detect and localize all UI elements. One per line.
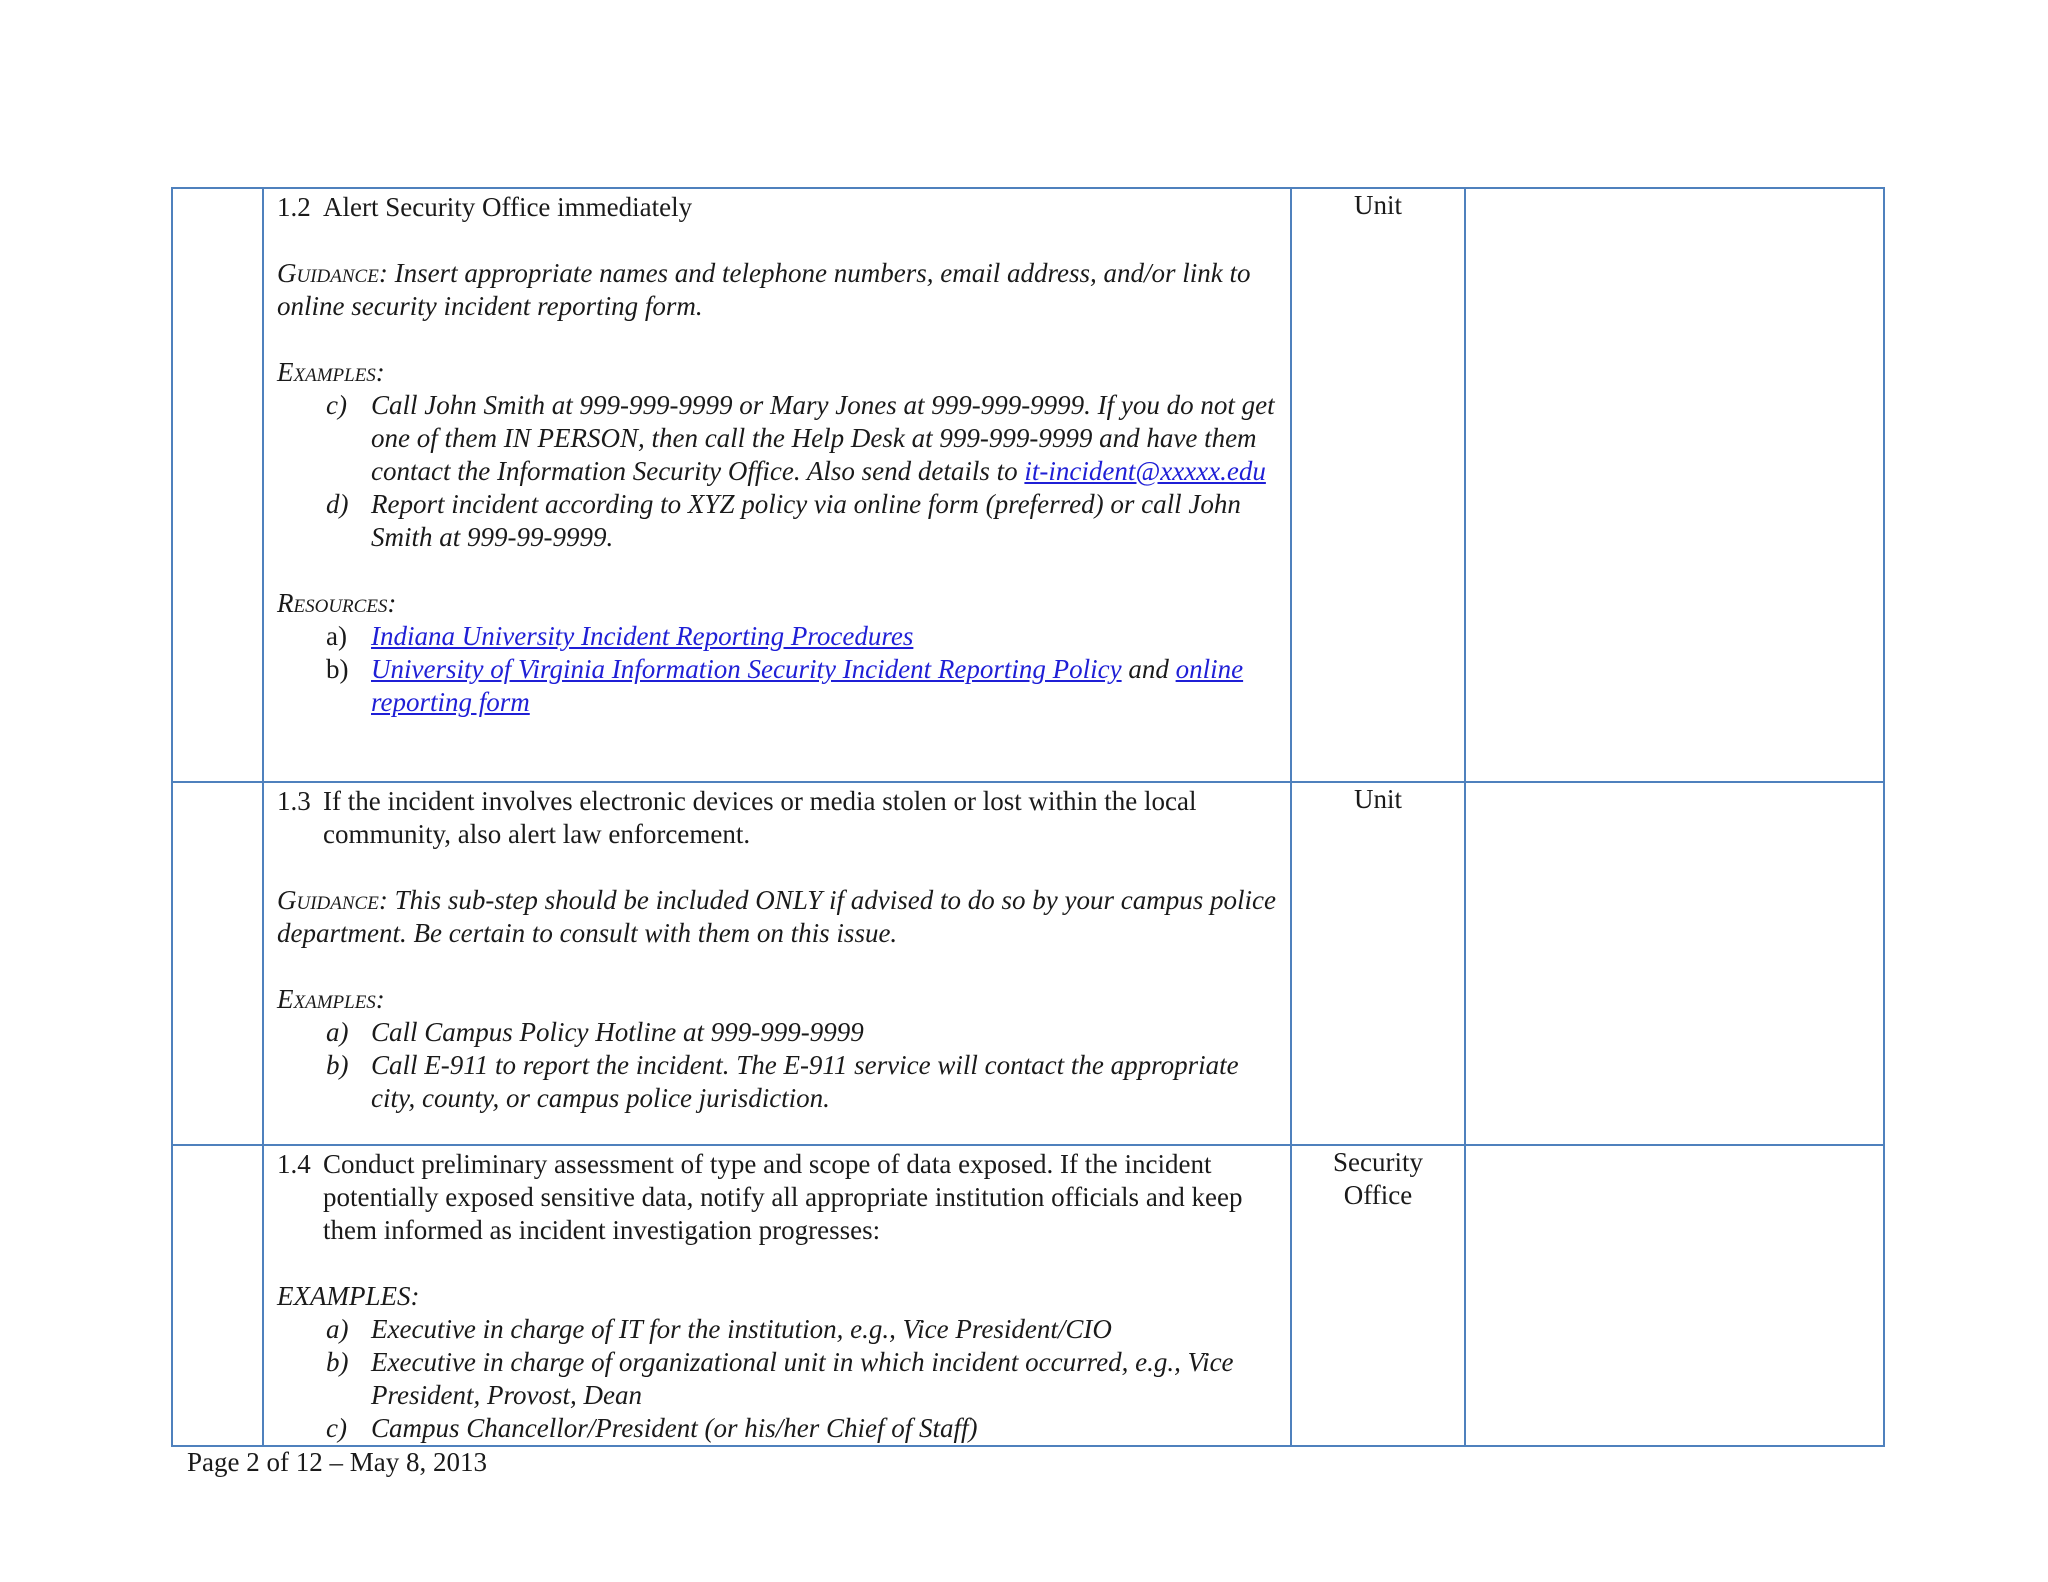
list-marker: c) — [326, 390, 347, 420]
list-item-text: Call Campus Policy Hotline at 999-999-9999 — [371, 1017, 864, 1047]
responsible-party-line1: Security — [1333, 1147, 1423, 1177]
list-item-text: Call E-911 to report the incident. The E-911 service will contact the appropriate city, county, or campus police jurisdiction. — [371, 1050, 1239, 1113]
examples-list — [277, 1016, 1276, 1115]
list-item — [277, 653, 1276, 719]
phase-cell — [172, 782, 263, 1145]
list-item — [277, 1412, 1276, 1445]
table-row — [172, 782, 1884, 1145]
examples-label: Examples: — [277, 984, 385, 1014]
connector-text: and — [1121, 654, 1176, 684]
virginia-policy-link[interactable]: University of Virginia Information Security Incident Reporting Policy — [371, 654, 1122, 684]
list-item-text: Report incident according to XYZ policy via online form (preferred) or call John Smith at 999-99-9999. — [371, 489, 1241, 552]
resources-label: Resources: — [277, 588, 397, 618]
list-item — [277, 1346, 1276, 1412]
step-text: If the incident involves electronic devices or media stolen or lost within the local community, also alert law enforcement. — [323, 786, 1197, 849]
guidance-text: This sub-step should be included ONLY if advised to do so by your campus police department. Be certain to consult with them on this issue. — [277, 885, 1276, 948]
examples-list — [277, 1313, 1276, 1445]
list-marker: b) — [326, 1347, 349, 1377]
indiana-procedures-link[interactable]: Indiana University Incident Reporting Procedures — [371, 621, 914, 651]
list-item — [277, 1313, 1276, 1346]
step-number: 1.2 — [277, 192, 311, 222]
step-text: Alert Security Office immediately — [323, 192, 693, 222]
phase-cell — [172, 188, 263, 782]
guidance-block — [277, 884, 1276, 950]
responsible-cell — [1291, 782, 1465, 1145]
action-cell — [263, 188, 1291, 782]
action-cell — [263, 1145, 1291, 1446]
examples-label: Examples: — [277, 357, 385, 387]
table-row — [172, 1145, 1884, 1446]
list-marker: a) — [326, 1314, 349, 1344]
step-heading — [277, 1148, 1276, 1247]
notes-cell — [1465, 782, 1884, 1145]
list-item — [277, 389, 1276, 488]
list-item-text: Executive in charge of organizational unit in which incident occurred, e.g., Vice President, Provost, Dean — [371, 1347, 1234, 1410]
responsible-cell — [1291, 1145, 1465, 1446]
guidance-text: Insert appropriate names and telephone numbers, email address, and/or link to online security incident reporting form. — [277, 258, 1251, 321]
procedure-table — [171, 187, 1885, 1447]
list-marker: b) — [326, 1050, 349, 1080]
examples-list — [277, 389, 1276, 554]
action-cell — [263, 782, 1291, 1145]
notes-cell — [1465, 188, 1884, 782]
list-item — [277, 1016, 1276, 1049]
resources-list — [277, 620, 1276, 719]
page-footer: Page 2 of 12 – May 8, 2013 — [187, 1447, 487, 1477]
responsible-cell — [1291, 188, 1465, 782]
guidance-block — [277, 257, 1276, 323]
notes-cell — [1465, 1145, 1884, 1446]
step-number: 1.4 — [277, 1149, 311, 1179]
list-item-text: Campus Chancellor/President (or his/her Chief of Staff) — [371, 1413, 978, 1443]
step-heading — [277, 785, 1276, 851]
table-row — [172, 188, 1884, 782]
step-text: Conduct preliminary assessment of type and scope of data exposed. If the incident potentially exposed sensitive data, notify all appropriate institution officials and keep them informed as incident investigation progresses: — [323, 1149, 1243, 1245]
step-number: 1.3 — [277, 786, 311, 816]
list-item — [277, 488, 1276, 554]
list-item-text: Executive in charge of IT for the institution, e.g., Vice President/CIO — [371, 1314, 1112, 1344]
phase-cell — [172, 1145, 263, 1446]
guidance-label: Guidance: — [277, 258, 388, 288]
list-marker: c) — [326, 1413, 347, 1443]
online-reporting-form-link[interactable]: online reporting form — [371, 654, 1244, 717]
examples-label: EXAMPLES: — [277, 1281, 420, 1311]
list-marker: a) — [326, 621, 347, 651]
list-marker: d) — [326, 489, 349, 519]
guidance-label: Guidance: — [277, 885, 388, 915]
list-marker: a) — [326, 1017, 349, 1047]
responsible-party: Unit — [1353, 190, 1402, 220]
list-marker: b) — [326, 654, 349, 684]
email-link[interactable]: it-incident@xxxxx.edu — [1024, 456, 1266, 486]
list-item — [277, 1049, 1276, 1115]
responsible-party: Unit — [1353, 784, 1402, 814]
step-heading — [277, 191, 1276, 224]
list-item-text: Call John Smith at 999-999-9999 or Mary Jones at 999-999-9999. If you do not get one of them IN PERSON, then call the Help Desk at 999-999-9999 and have them contact the Information Security Office. Also send details to — [371, 390, 1275, 486]
list-item — [277, 620, 1276, 653]
responsible-party-line2: Office — [1343, 1180, 1413, 1210]
